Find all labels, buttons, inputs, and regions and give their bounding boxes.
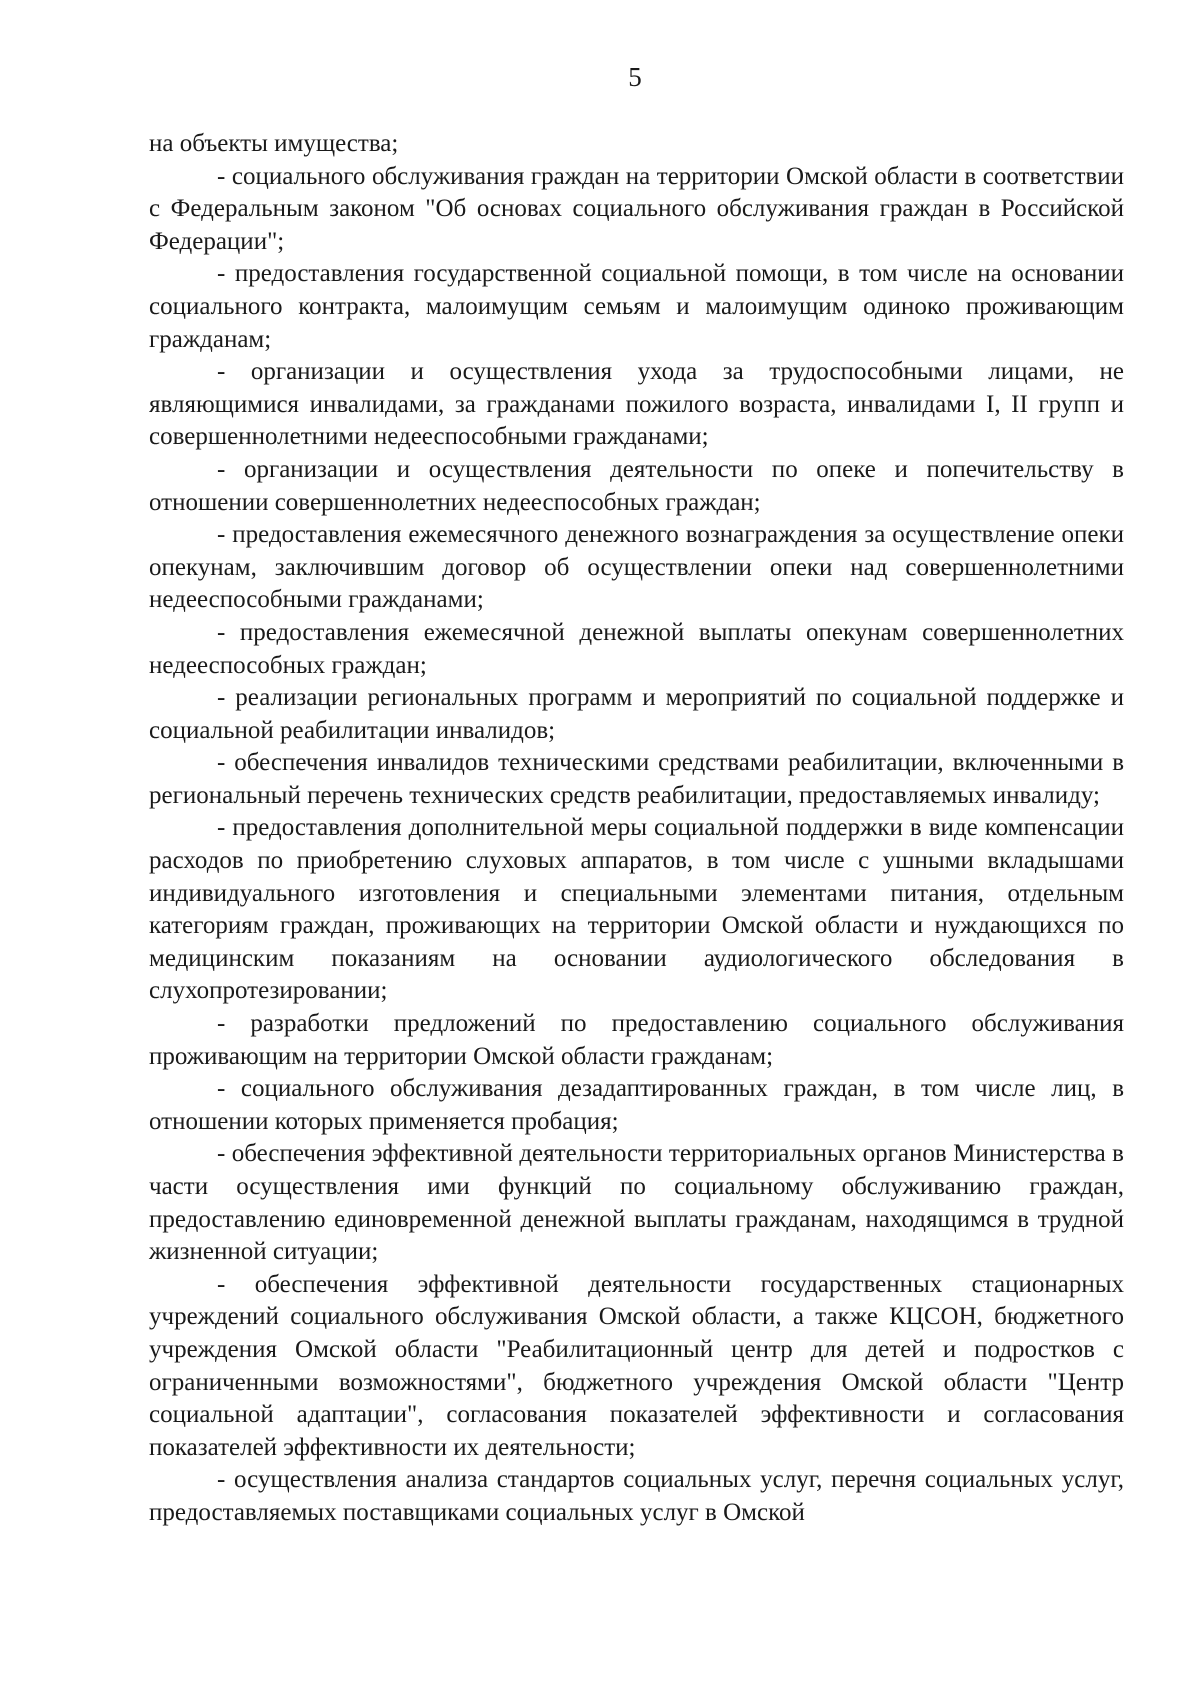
list-item-standards-analysis: - осуществления анализа стандартов социальных услуг, перечня социальных услуг, предоставляемых поставщиками социальных услуг в Омской (149, 1466, 1124, 1526)
list-item-proposals: - разработки предложений по предоставлению социального обслуживания проживающим на территории Омской области гражданам; (149, 1010, 1124, 1070)
list-item-stationary-institutions: - обеспечения эффективной деятельности государственных стационарных учреждений социального обслуживания Омской области, а также КЦСОН, бюджетного учреждения Омской области "Реабилитационный центр для детей и подростков с ограниченными возможностями", бюджетного учреждения Омской области "Центр социальной адаптации", согласования показателей эффективности и согласования показателей эффективности их деятельности; (149, 1270, 1124, 1461)
document-body (149, 128, 1124, 1530)
list-item-state-social-aid: - предоставления государственной социальной помощи, в том числе на основании социального контракта, малоимущим семьям и малоимущим одиноко проживающим гражданам; (149, 260, 1124, 353)
list-item-social-services: - социального обслуживания граждан на территории Омской области в соответствии с Федеральным законом "Об основах социального обслуживания граждан в Российской Федерации"; (149, 162, 1124, 255)
list-item-territorial-bodies: - обеспечения эффективной деятельности территориальных органов Министерства в части осуществления ими функций по социальному обслуживанию граждан, предоставлению единовременной денежной выплаты гражданам, находящимся в трудной жизненной ситуации; (149, 1140, 1124, 1266)
list-item-guardian-remuneration: - предоставления ежемесячного денежного вознаграждения за осуществление опеки опекунам, заключившим договор об осуществлении опеки над совершеннолетними недееспособными гражданами; (149, 521, 1124, 614)
paragraph-continuation: на объекты имущества; (149, 130, 399, 157)
list-item-care-organization: - организации и осуществления ухода за трудоспособными лицами, не являющимися инвалидами, за гражданами пожилого возраста, инвалидами I, II групп и совершеннолетними недееспособными гражданами; (149, 358, 1124, 451)
list-item-guardian-payment: - предоставления ежемесячной денежной выплаты опекунам совершеннолетних недееспособных граждан; (149, 618, 1124, 679)
list-item-regional-programs: - реализации региональных программ и мероприятий по социальной поддержке и социальной реабилитации инвалидов; (149, 684, 1124, 744)
list-item-hearing-aids: - предоставления дополнительной меры социальной поддержки в виде компенсации расходов по приобретению слуховых аппаратов, в том числе с ушными вкладышами индивидуального изготовления и специальными элементами питания, отдельным категориям граждан, проживающих на территории Омской области и нуждающихся по медицинским показаниям на основании аудиологического обследования в слухопротезировании; (149, 814, 1124, 1005)
list-item-disadapted-citizens: - социального обслуживания дезадаптированных граждан, в том числе лиц, в отношении которых применяется пробация; (149, 1075, 1124, 1135)
page-number: 5 (628, 62, 642, 92)
list-item-rehab-equipment: - обеспечения инвалидов техническими средствами реабилитации, включенными в региональный перечень технических средств реабилитации, предоставляемых инвалиду; (149, 749, 1124, 809)
list-item-guardianship: - организации и осуществления деятельности по опеке и попечительству в отношении совершеннолетних недееспособных граждан; (149, 455, 1124, 516)
